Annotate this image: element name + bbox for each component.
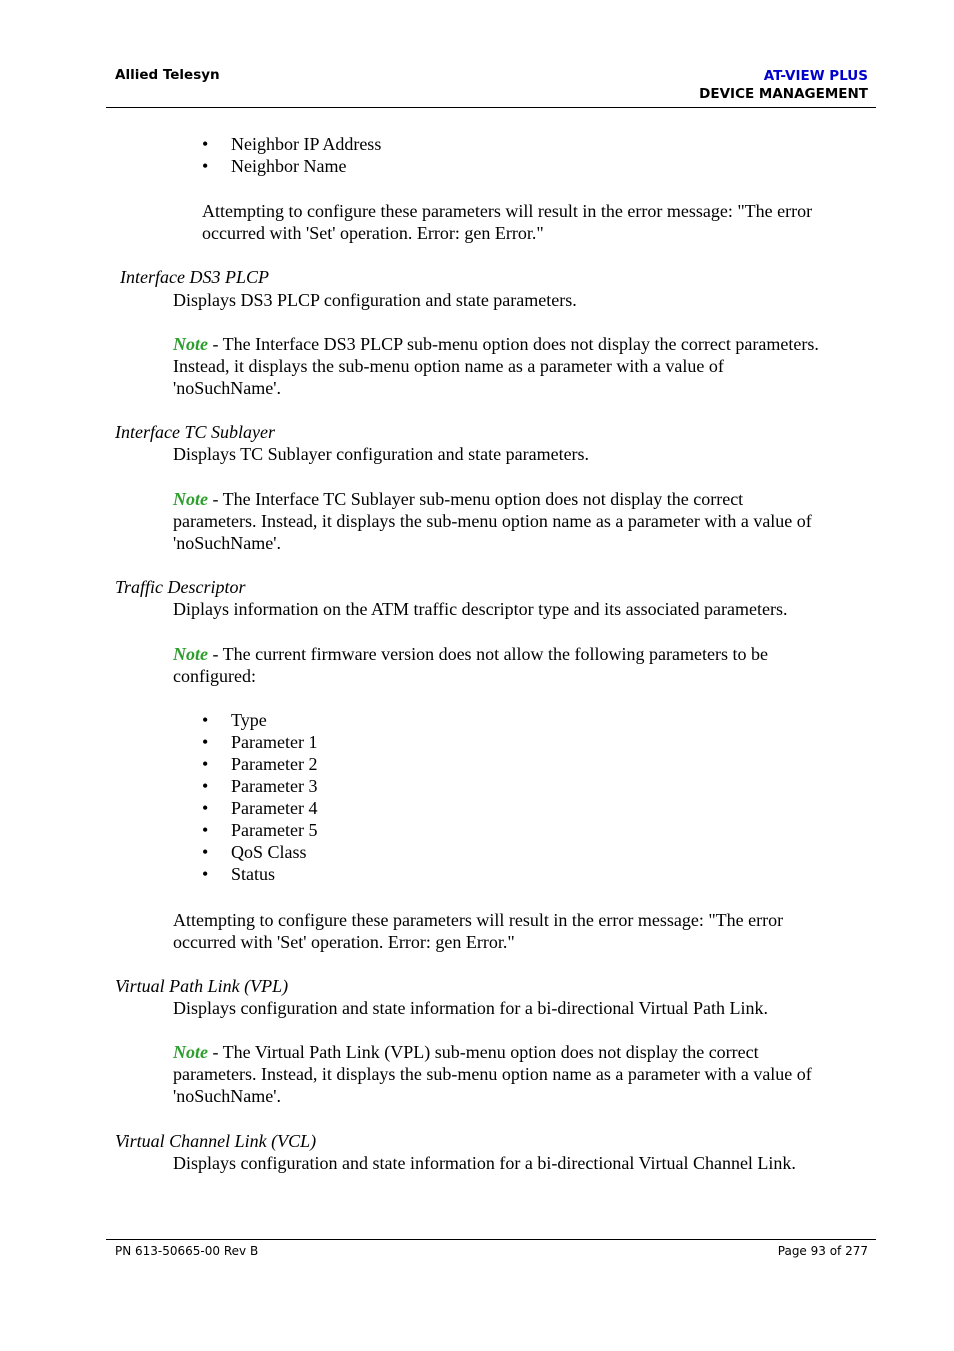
intro-error-message xyxy=(202,200,902,244)
text-line: - The Interface TC Sublayer sub-menu option does not display the correct xyxy=(208,489,744,509)
text-line: - The Interface DS3 PLCP sub-menu option does not display the correct parameters. xyxy=(208,334,819,354)
heading-vpl: Virtual Path Link (VPL) xyxy=(115,976,289,996)
heading-vcl: Virtual Channel Link (VCL) xyxy=(115,1131,317,1151)
traffic-parameter-list xyxy=(202,709,317,885)
text-line: 'noSuchName'. xyxy=(173,378,281,398)
text-line: occurred with 'Set' operation. Error: gen Error." xyxy=(202,223,544,243)
note-label: Note xyxy=(173,334,208,354)
list-item: • Neighbor IP Address xyxy=(202,133,381,155)
vpl-note xyxy=(173,1041,893,1107)
note-label: Note xyxy=(173,489,208,509)
vpl-description: Displays configuration and state information for a bi-directional Virtual Path Link. xyxy=(173,998,768,1018)
list-item: • Parameter 5 xyxy=(202,819,317,841)
tc-description: Displays TC Sublayer configuration and state parameters. xyxy=(173,444,590,464)
traffic-description: Diplays information on the ATM traffic descriptor type and its associated parameters. xyxy=(173,599,788,619)
list-item: • Parameter 4 xyxy=(202,797,317,819)
list-item: • Type xyxy=(202,709,317,731)
list-item: • Parameter 2 xyxy=(202,753,317,775)
text-line: configured: xyxy=(173,666,256,686)
neighbor-bullet-list xyxy=(202,133,381,177)
text-line: occurred with 'Set' operation. Error: gen Error." xyxy=(173,932,515,952)
traffic-note xyxy=(173,643,893,687)
list-item: • Status xyxy=(202,863,317,885)
tc-note xyxy=(173,488,893,554)
note-label: Note xyxy=(173,644,208,664)
footer-part-number: PN 613-50665-00 Rev B xyxy=(115,1244,259,1258)
header-product: AT-VIEW PLUS xyxy=(763,68,868,84)
text-line: 'noSuchName'. xyxy=(173,533,281,553)
header-company: Allied Telesyn xyxy=(115,67,220,83)
text-line: Attempting to configure these parameters will result in the error message: "The error xyxy=(173,910,784,930)
vcl-description: Displays configuration and state information for a bi-directional Virtual Channel Link. xyxy=(173,1153,796,1173)
list-item: • Parameter 3 xyxy=(202,775,317,797)
text-line: Instead, it displays the sub-menu option name as a parameter with a value of xyxy=(173,356,724,376)
list-item: • Neighbor Name xyxy=(202,155,381,177)
text-line: 'noSuchName'. xyxy=(173,1086,281,1106)
heading-traffic-descriptor: Traffic Descriptor xyxy=(115,577,246,597)
note-label: Note xyxy=(173,1042,208,1062)
list-item: • Parameter 1 xyxy=(202,731,317,753)
footer-page-number: Page 93 of 277 xyxy=(777,1244,868,1258)
header-title-block xyxy=(699,67,868,103)
heading-tc-sublayer: Interface TC Sublayer xyxy=(115,422,275,442)
header-section: DEVICE MANAGEMENT xyxy=(699,86,868,102)
text-line: - The current firmware version does not allow the following parameters to be xyxy=(208,644,768,664)
traffic-error-message xyxy=(173,909,893,953)
list-item: • QoS Class xyxy=(202,841,317,863)
text-line: parameters. Instead, it displays the sub-menu option name as a parameter with a value of xyxy=(173,511,812,531)
header-rule xyxy=(106,107,876,108)
ds3-note xyxy=(173,333,893,399)
text-line: - The Virtual Path Link (VPL) sub-menu option does not display the correct xyxy=(208,1042,759,1062)
text-line: Attempting to configure these parameters will result in the error message: "The error xyxy=(202,201,813,221)
ds3-description: Displays DS3 PLCP configuration and state parameters. xyxy=(173,290,577,310)
heading-ds3-plcp: Interface DS3 PLCP xyxy=(120,267,269,287)
footer-rule xyxy=(106,1239,876,1240)
text-line: parameters. Instead, it displays the sub-menu option name as a parameter with a value of xyxy=(173,1064,812,1084)
